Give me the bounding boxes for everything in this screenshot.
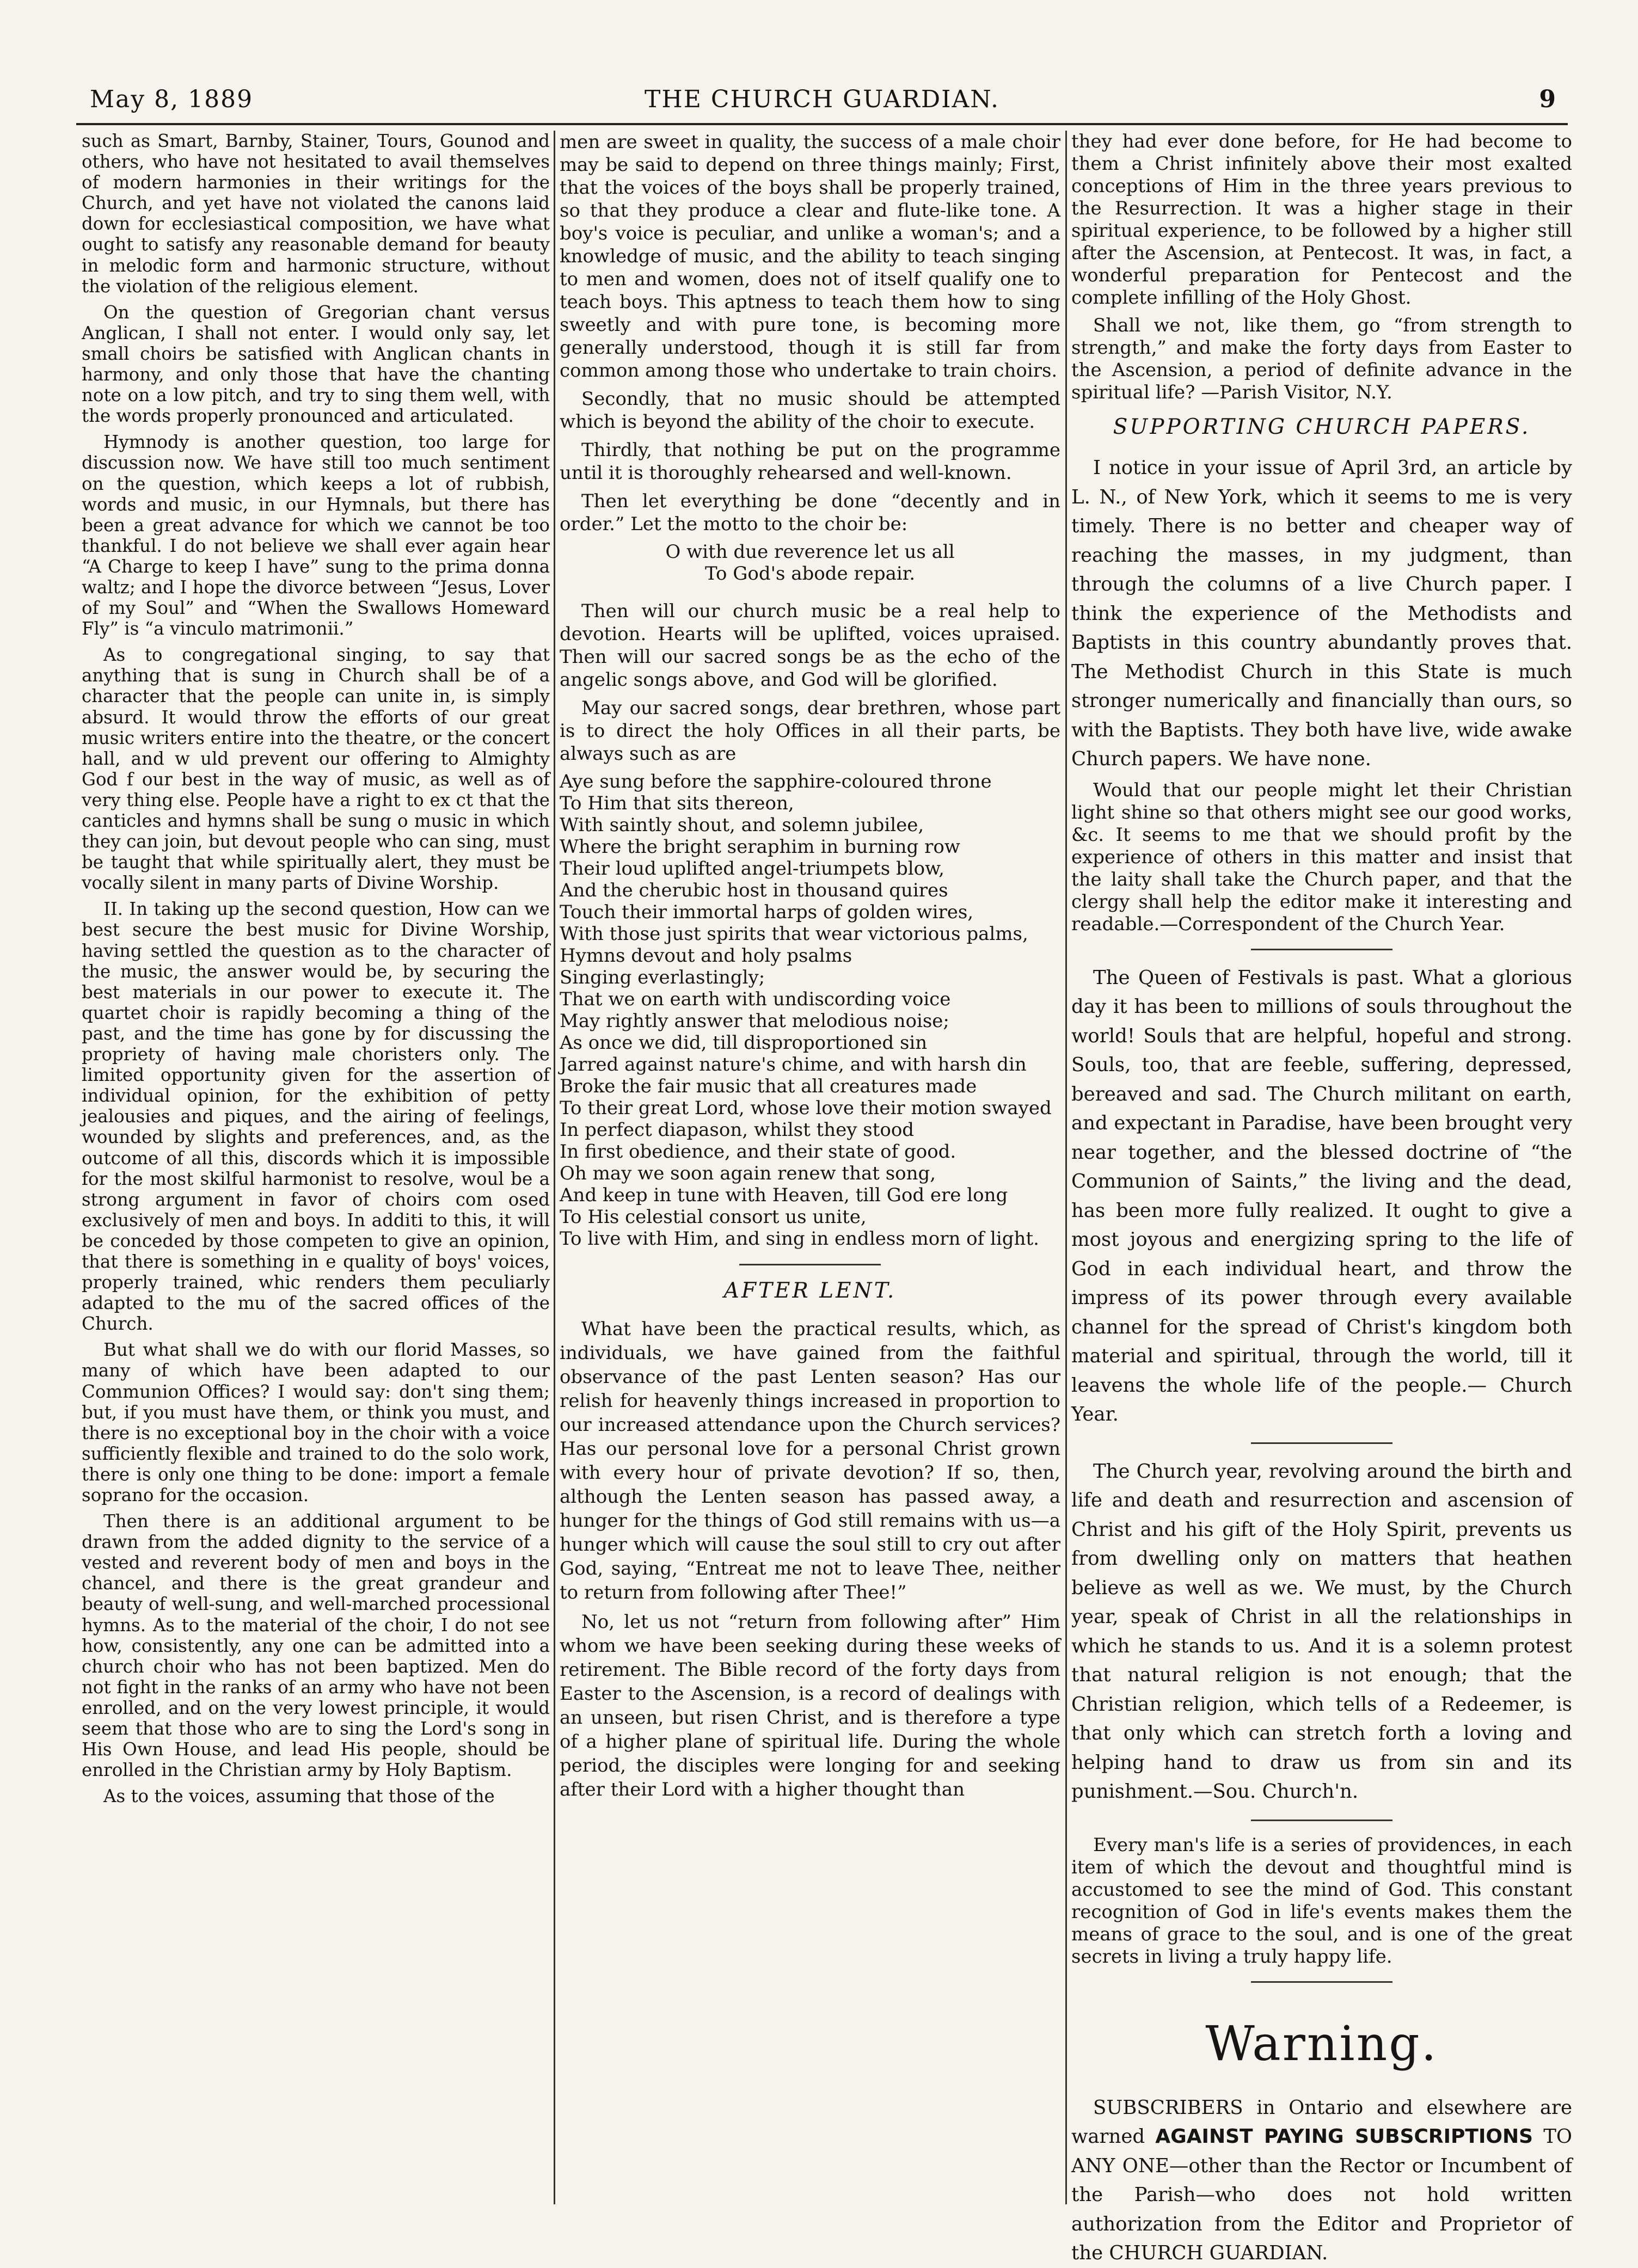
poem-line: To their great Lord, whose love their motion swayed [560,1097,1052,1119]
poem-line: Jarred against nature's chime, and with harsh din [560,1054,1027,1075]
article-paragraph: But what shall we do with our florid Masses, so many of which have been adapted to our Communion Offices? I would say: don't sing them; but, if you must have them, or think you must, and there is no exceptional boy in the choir with a voice sufficiently flexible and trained to do the solo work, there is only one thing to be done: import a female soprano for the occasion. [82,1339,550,1505]
page-number: 9 [1539,85,1557,113]
poem-line: To live with Him, and sing in endless morn of light. [560,1228,1039,1250]
poem-line: And the cherubic host in thousand quires [560,880,948,901]
article-paragraph: Would that our people might let their Christian light shine so that others might see our good works, &c. It seems to me that we should profit by the experience of others in this matter and insist that the laity shall take the Church paper, and that the clergy shall help the editor make it interesting and readable.—Correspondent of the Church Year. [1071,779,1572,935]
article-paragraph: Then there is an additional argument to be drawn from the added dignity to the service of a vested and reverent body of men and boys in the chancel, and there is the great grandeur and beauty of well-sung, and well-marched processional hymns. As to the material of the choir, I do not see how, consistently, any one can be admitted into a church choir who has not been baptized. Men do not fight in the ranks of an army who have not been enrolled, and on the very lowest principle, it would seem that those who are to sing the Lord's song in His Own House, and lead His people, should be enrolled in the Christian army by Holy Baptism. [82,1511,550,1781]
warning-notice [1071,2093,1572,2268]
article-paragraph: The Queen of Festivals is past. What a glorious day it has been to millions of souls throughout the world! Souls that are helpful, hopeful and strong. Souls, too, that are feeble, suffering, depressed, bereaved and sad. The Church militant on earth, and expectant in Paradise, have been brought very near together, and the blessed doctrine of “the Communion of Saints,” the living and the dead, has been more fully realized. It ought to give a most joyous and energizing spring to the life of God in each individual heart, and throw the impress of its power through every available channel for the spread of Christ's kingdom both material and spiritual, through the world, till it leavens the whole life of the people.— Church Year. [1071,966,1572,1425]
article-paragraph: Hymnody is another question, too large for discussion now. We have still too much sentiment on the question, which keeps a lot of rubbish, words and music, in our Hymnals, but there has been a great advance for which we cannot be too thankful. I do not believe we shall ever again hear “A Charge to keep I have” sung to the prima donna waltz; and I hope the divorce between “Jesus, Lover of my Soul” and “When the Swallows Homeward Fly” is “a vinculo matrimonii.” [82,432,550,640]
warning-emphasis: AGAINST PAYING SUBSCRIPTIONS [1155,2125,1533,2148]
section-rule [1251,1981,1392,1983]
article-paragraph: Shall we not, like them, go “from strength to strength,” and make the forty days from Easter to the Ascension, a period of definite advance in the spiritual life? —Parish Visitor, N.Y. [1071,315,1572,403]
motto-line: O with due reverence let us all [665,541,955,563]
poem-line: In first obedience, and their state of good. [560,1141,956,1163]
warning-text: TO ANY ONE—other than the Rector or Incumbent of the Parish—who does not hold written authorization from the Editor and Proprietor of the CHURCH GUARDIAN. [1071,2125,1572,2264]
article-paragraph: Then let everything be done “decently and in order.” Let the motto to the choir be: [560,490,1060,535]
column-divider [554,131,555,2204]
article-paragraph: I notice in your issue of April 3rd, an article by L. N., of New York, which it seems to me is very timely. There is no better and cheaper way of reaching the masses, in my judgment, than through the columns of a live Church paper. I think the experience of the Methodists and Baptists in this country abundantly proves that. The Methodist Church in this State is much stronger numerically and financially than ours, so with the Baptists. They both have live, wide awake Church papers. We have none. [1071,457,1572,770]
motto-couplet [560,541,1060,585]
poem-line: May rightly answer that melodious noise; [560,1010,949,1032]
poem-line: Oh may we soon again renew that song, [560,1163,936,1184]
column-divider [1065,131,1067,2204]
issue-date: May 8, 1889 [90,85,254,113]
article-paragraph: On the question of Gregorian chant versus Anglican, I shall not enter. I would only say, let small choirs be satisfied with Anglican chants in harmony, and only those that have the chanting note on a low pitch, and try to sing them well, with the words properly pronounced and articulated. [82,302,550,427]
poem-line: Touch their immortal harps of golden wires, [560,901,974,923]
section-rule [1251,949,1392,950]
poem-line: Hymns devout and holy psalms [560,945,852,967]
poem-line: In perfect diapason, whilst they stood [560,1119,915,1141]
poem-line: To His celestial consort us unite, [560,1206,867,1228]
poem-line: And keep in tune with Heaven, till God ere long [560,1184,1008,1206]
article-paragraph: As to the voices, assuming that those of the [103,1786,495,1807]
column-1 [82,131,550,2204]
section-rule [739,1264,881,1265]
article-paragraph: No, let us not “return from following after” Him whom we have been seeking during these weeks of retirement. The Bible record of the forty days from Easter to the Ascension, is a record of dealings with an unseen, but risen Christ, and is therefore a type of a higher plane of spiritual life. During the whole period, the disciples were longing for and seeking after their Lord with a higher thought than [560,1611,1060,1800]
article-paragraph: Then will our church music be a real help to devotion. Hearts will be uplifted, voices upraised. Then will our sacred songs be as the echo of the angelic songs above, and God will be glorified. [560,600,1060,691]
poem-line: Their loud uplifted angel-triumpets blow, [560,858,944,880]
warning-title: Warning. [1205,2015,1438,2072]
article-paragraph: men are sweet in quality, the success of a male choir may be said to depend on three things mainly; First, that the voices of the boys shall be properly trained, so that they produce a clear and flute-like tone. A boy's voice is peculiar, and unlike a woman's; and a knowledge of music, and the ability to teach singing to men and women, does not of itself qualify one to teach boys. This aptness to teach them how to sing sweetly and with pure tone, is becoming more generally understood, though it is still far from common among those who undertake to train choirs. [560,131,1060,382]
article-paragraph: such as Smart, Barnby, Stainer, Tours, Gounod and others, who have not hesitated to avail themselves of modern harmonies in their writings for the Church, and yet have not violated the canons laid down for ecclesiastical composition, we have what ought to satisfy any reasonable demand for beauty in melodic form and harmonic structure, without the violation of the religious element. [82,131,550,297]
section-heading: SUPPORTING CHURCH PAPERS. [1113,415,1531,439]
newspaper-title: THE CHURCH GUARDIAN. [645,85,999,113]
header-rule [76,123,1568,125]
poem-line: With those just spirits that wear victorious palms, [560,923,1028,945]
article-paragraph: As to congregational singing, to say that anything that is sung in Church shall be of a character that the people can unite in, is simply absurd. It would throw the efforts of our great music writers entire into the theatre, or the concert hall, and w uld prevent our offering to Almighty God f our best in the way of music, as well as of very thing else. People have a right to ex ct that the canticles and hymns shall be sung o music in which they can join, but devout people who can sing, must be taught that while spiritually alert, they must be vocally silent in many parts of Divine Worship. [82,644,550,894]
article-paragraph: Secondly, that no music should be attempted which is beyond the ability of the choir to execute. [560,388,1060,433]
poem-line: Singing everlastingly; [560,967,765,988]
article-paragraph: Every man's life is a series of providences, in each item of which the devout and thoughtful mind is accustomed to see the mind of God. This constant recognition of God in life's events makes them the means of grace to the soul, and is one of the great secrets in living a truly happy life. [1071,1834,1572,1968]
article-paragraph: May our sacred songs, dear brethren, whose part is to direct the holy Offices in all their parts, be always such as are [560,697,1060,765]
poem-line: With saintly shout, and solemn jubilee, [560,814,924,836]
warning-text: SUBSCRIBERS in Ontario and elsewhere are warned [1071,2096,1572,2148]
page-header [76,81,1568,119]
poem-line: As once we did, till disproportioned sin [560,1032,928,1054]
article-paragraph: they had ever done before, for He had become to them a Christ infinitely above their most exalted conceptions of Him in the three years previous to the Resurrection. It was a higher stage in their spiritual experience, to be followed by a higher still after the Ascension, at Pentecost. It was, in fact, a wonderful preparation for Pentecost and the complete infilling of the Holy Ghost. [1071,131,1572,309]
section-rule [1251,1820,1392,1821]
poem-line: To Him that sits thereon, [560,792,794,814]
section-heading: AFTER LENT. [723,1279,897,1303]
poem-line: That we on earth with undiscording voice [560,988,951,1010]
poem-line: Aye sung before the sapphire-coloured throne [560,771,992,792]
column-3 [1071,131,1572,2264]
poem-line: Broke the fair music that all creatures made [560,1075,977,1097]
poem-line: Where the bright seraphim in burning row [560,836,960,858]
article-paragraph: Thirdly, that nothing be put on the programme until it is thoroughly rehearsed and well-known. [560,439,1060,484]
hymn-poem [560,771,1060,1250]
article-paragraph: The Church year, revolving around the birth and life and death and resurrection and ascension of Christ and his gift of the Holy Spirit, prevents us from dwelling only on matters that heathen believe as well as we. We must, by the Church year, speak of Christ in all the relationships in which he stands to us. And it is a solemn protest that natural religion is not enough; that the Christian religion, which tells of a Redeemer, is that only which can stretch forth a loving and helping hand to draw us from sin and its punishment.—Sou. Church'n. [1071,1460,1572,1803]
column-2 [560,131,1060,2204]
article-paragraph: What have been the practical results, which, as individuals, we have gained from the faithful observance of the past Lenten season? Has our relish for heavenly things increased in proportion to our increased attendance upon the Church services? Has our personal love for a personal Christ grown with every hour of private devotion? If so, then, although the Lenten season has passed away, a hunger for the things of God still remains with us—a hunger which will cause the soul still to cry out after God, saying, “Entreat me not to leave Thee, neither to return from following after Thee!” [560,1318,1060,1603]
motto-line: To God's abode repair. [704,563,916,585]
article-paragraph: II. In taking up the second question, How can we best secure the best music for Divine Worship, having settled the question as to the character of the music, the answer would be, by securing the best materials in our power to execute it. The quartet choir is rapidly becoming a thing of the past, and the time has gone by for discussing the propriety of having male choristers only. The limited opportunity given for the assertion of individual opinion, for the exhibition of petty jealousies and piques, and the airing of feelings, wounded by slights and preferences, and, as the outcome of all this, discords which it is impossible for the most skilful harmonist to resolve, woul be a strong argument in favor of choirs com osed exclusively of men and boys. In additi to this, it will be conceded by those competen to give an opinion, that there is something in e quality of boys' voices, properly trained, whic renders them peculiarly adapted to the mu of the sacred offices of the Church. [82,899,550,1335]
section-rule [1251,1442,1392,1444]
